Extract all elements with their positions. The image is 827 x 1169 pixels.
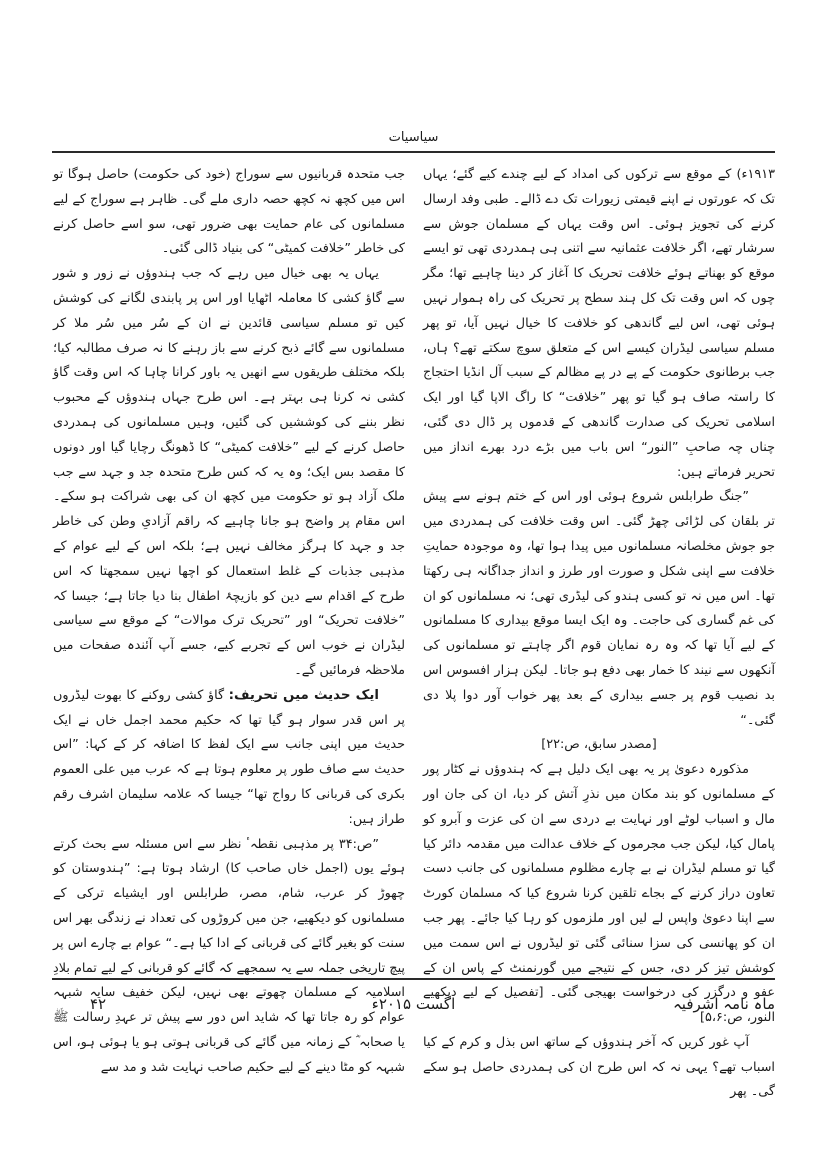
page-number: ۴۲: [90, 995, 107, 1013]
inline-section-heading: ایک حدیث میں تحریف:: [228, 687, 379, 703]
footer-divider: [52, 978, 775, 980]
page-footer: [52, 978, 775, 1018]
issue-date: اگست ۲۰۱۵ء: [371, 995, 456, 1013]
paragraph-text: گاؤ کشی روکنے کا بھوت لیڈروں پر اس قدر سوار ہو گیا تھا کہ حکیم محمد اجمل خاں نے ایک حدیث میں اپنی جانب سے ایک لفظ کا اضافہ کر کے کہا: ”اس حدیث سے صاف طور پر معلوم ہوتا ہے کہ عرب میں علی العموم بکری کی قربانی کا رواج تھا“ جیسا کہ علامہ سلیمان اشرف رقم طراز ہیں:: [53, 687, 405, 827]
page-header: [52, 130, 775, 153]
quote-paragraph: ”جنگ طرابلس شروع ہوئی اور اس کے ختم ہونے سے پیش تر بلقان کی لڑائی چھڑ گئی۔ اس وقت خلافت کی ہمدردی میں جو جوش مخلصانہ مسلمانوں میں پیدا ہوا تھا، وہ موجودہ حمایتِ خلافت سے اپنی شکل و صورت اور طرز و انداز جداگانہ ہی رکھتا تھا۔ اس میں نہ تو کسی ہندو کی لیڈری تھی؛ نہ مسلمانوں کو ان کی غم گساری کی حاجت۔ وہ ایک ایسا موقع بیداری کا مسلمانوں کے لیے آیا تھا کہ وہ رہ نمایان قوم اگر چاہتے تو مسلمانوں کی آنکھوں سے نیند کا خمار بھی دفع ہو جاتا۔ لیکن ہزار افسوس اس بد نصیب قوم پر جسے بیداری کے بعد پھر خواب آور دوا پلا دی گئی۔“: [423, 489, 775, 728]
paragraph-continuation: جب متحدہ قربانیوں سے سوراج (خود کی حکومت) حاصل ہوگا تو اس میں کچھ نہ کچھ حصہ داری ملے گی۔ ظاہر ہے سوراج کے لیے مسلمانوں کی عام حمایت بھی ضرور تھی، سو اسے حاصل کرنے کی خاطر ”خلافت کمیٹی“ کی بنیاد ڈالی گئی۔: [53, 167, 405, 257]
paragraph: آپ غور کریں کہ آخر ہندوؤں کے ساتھ اس بذل و کرم کے کیا اسباب تھے؟ یہی نہ کہ اس طرح ان کی ہمدردی حاصل ہو سکے گی۔ پھر: [423, 1034, 775, 1100]
header-divider: [52, 151, 775, 153]
section-title: سیاسیات: [388, 130, 439, 145]
footer-row: [52, 990, 775, 1018]
paragraph: مذکورہ دعویٰ پر یہ بھی ایک دلیل ہے کہ ہندوؤں نے کٹار پور کے مسلمانوں کو بند مکان میں نذرِ آتش کر دیا، ان کی جان اور مال و اسباب لوٹے اور نہایت بے دردی سے ان کی عزت و آبرو کو پامال کیا، لیکن جب مجرموں کے خلاف عدالت میں مقدمہ دائر کیا گیا تو مسلم لیڈران نے بے چارے مظلوم مسلمانوں کی جانب دست تعاون دراز کرنے کے بجاے تلقین کرنا شروع کیا کہ مسلمان کورٹ سے اپنا دعویٰ واپس لے لیں اور ملزموں کو رہا کیا جائے۔ پھر جب ان کو پھانسی کی سزا سنائی گئی تو لیڈروں نے اس سمت میں کوشش تیز کر دی، جس کے نتیجے میں گورنمنٹ کے پاس ان کے عفو و درگزر کی درخواست بھیجی گئی۔ [تفصیل کے لیے دیکھیے النور، ص:۵،۶]: [423, 762, 775, 1026]
paragraph-continuation: ۱۹۱۳ء) کے موقع سے ترکوں کی امداد کے لیے چندے کیے گئے؛ یہاں تک کہ عورتوں نے اپنے قیمتی زیورات تک دے ڈالے۔ طبی وفد ارسال کرنے کی تجویز ہوئی۔ اس وقت یہاں کے مسلمان جوش سے سرشار تھے، اگر خلافت عثمانیہ سے اتنی ہی ہمدردی تھی تو ایسے موقع کو بھناتے ہوئے خلافت تحریک کا آغاز کر دینا چاہیے تھا؛ مگر چوں کہ اس وقت تک کل ہند سطح پر تحریک کی راہ ہموار نہیں ہوئی تھی، اس لیے گاندھی کو خلافت کا خیال نہیں آیا، تو پھر مسلم سیاسی لیڈران کیسے اس کے متعلق سوچ سکتے تھے؟ ہاں، جب برطانوی حکومت کے پے در پے مظالم کے سبب آل انڈیا احتجاج کا راستہ صاف ہو گیا تو پھر ”خلافت“ کا راگ الاپا گیا اور ایک اسلامی تحریک کی صدارت گاندھی کے قدموں پر ڈال دی گئی، چناں چہ صاحبِ ”النور“ اس باب میں بڑے درد بھرے انداز میں تحریر فرماتے ہیں:: [423, 167, 775, 480]
source-reference: [مصدر سابق، ص:۲۲]: [541, 737, 657, 753]
quote-paragraph: ”ص:۳۴ پر مذہبی نقطہٴ نظر سے اس مسئلہ سے بحث کرتے ہوئے یوں (اجمل خاں صاحب کا) ارشاد ہوتا ہے: ”ہندوستان کو چھوڑ کر عرب، شام، مصر، طرابلس اور ایشیاے ترکی کے مسلمانوں کو دیکھیے، جن میں کروڑوں کی تعداد نے زندگی بھر اس سنت کو بغیر گائے کی قربانی کے ادا کیا ہے۔“ عوام بے چارے اس پر پیچ تاریخی جملہ سے یہ سمجھے کہ گائے کو قربانی کے لیے تمام بلادِ اسلامیہ کے مسلمان چھوتے بھی نہیں، لیکن خفیف سایہ شبہہ عوام کو رہ جاتا تھا کہ شاید اس دور سے پیش تر عہدِ رسالت ﷺ یا صحابہ ؓ کے زمانہ میں گائے کی قربانی ہوتی ہو یا ہوئی ہو، اس شبہہ کو مٹا دینے کے لیے حکیم صاحب نہایت شد و مد سے: [53, 836, 405, 1075]
magazine-name: ماہ نامہ اشرفیہ: [673, 995, 775, 1013]
paragraph: یہاں یہ بھی خیال میں رہے کہ جب ہندوؤں نے زور و شور سے گاؤ کشی کا معاملہ اٹھایا اور اس پر پابندی لگانے کی کوشش کیں تو مسلم سیاسی قائدین نے ان کے سُر میں سُر ملا کر مسلمانوں سے گائے ذبح کرنے سے باز رہنے کا نہ صرف مطالبہ کیا؛ بلکہ مختلف طریقوں سے انھیں یہ باور کرانا چاہا کہ اس وقت گاؤ کشی نہ کرنا ہی بہتر ہے۔ اس طرح جہاں ہندوؤں کے محبوب نظر بننے کی کوششیں کی گئیں، وہیں مسلمانوں کی ہمدردی حاصل کرنے کے لیے ”خلافت کمیٹی“ کا ڈھونگ رچایا گیا اور دونوں کا مقصد بس ایک؛ وہ یہ کہ کس طرح متحدہ جد و جہد سے جب ملک آزاد ہو تو حکومت میں کچھ ان کی بھی شراکت ہو سکے۔ اس مقام پر واضح ہو جانا چاہیے کہ راقم آزادیِ وطن کی خاطر جد و جہد کا ہرگز مخالف نہیں ہے؛ بلکہ اس کے لیے عوام کے مذہبی جذبات کے غلط استعمال کو اچھا نہیں سمجھتا کہ اس طرح کے اقدام سے دین کو بازیچۂ اطفال بنا دیا جاتا ہے؛ جیسا کہ ”خلافت تحریک“ اور ”تحریک ترک موالات“ کے موقع سے سیاسی لیڈران نے خوب اس کے تجربے کیے، جسے آپ آئندہ صفحات میں ملاحظہ فرمائیں گے۔: [53, 266, 405, 678]
paragraph-with-heading: [53, 684, 405, 833]
